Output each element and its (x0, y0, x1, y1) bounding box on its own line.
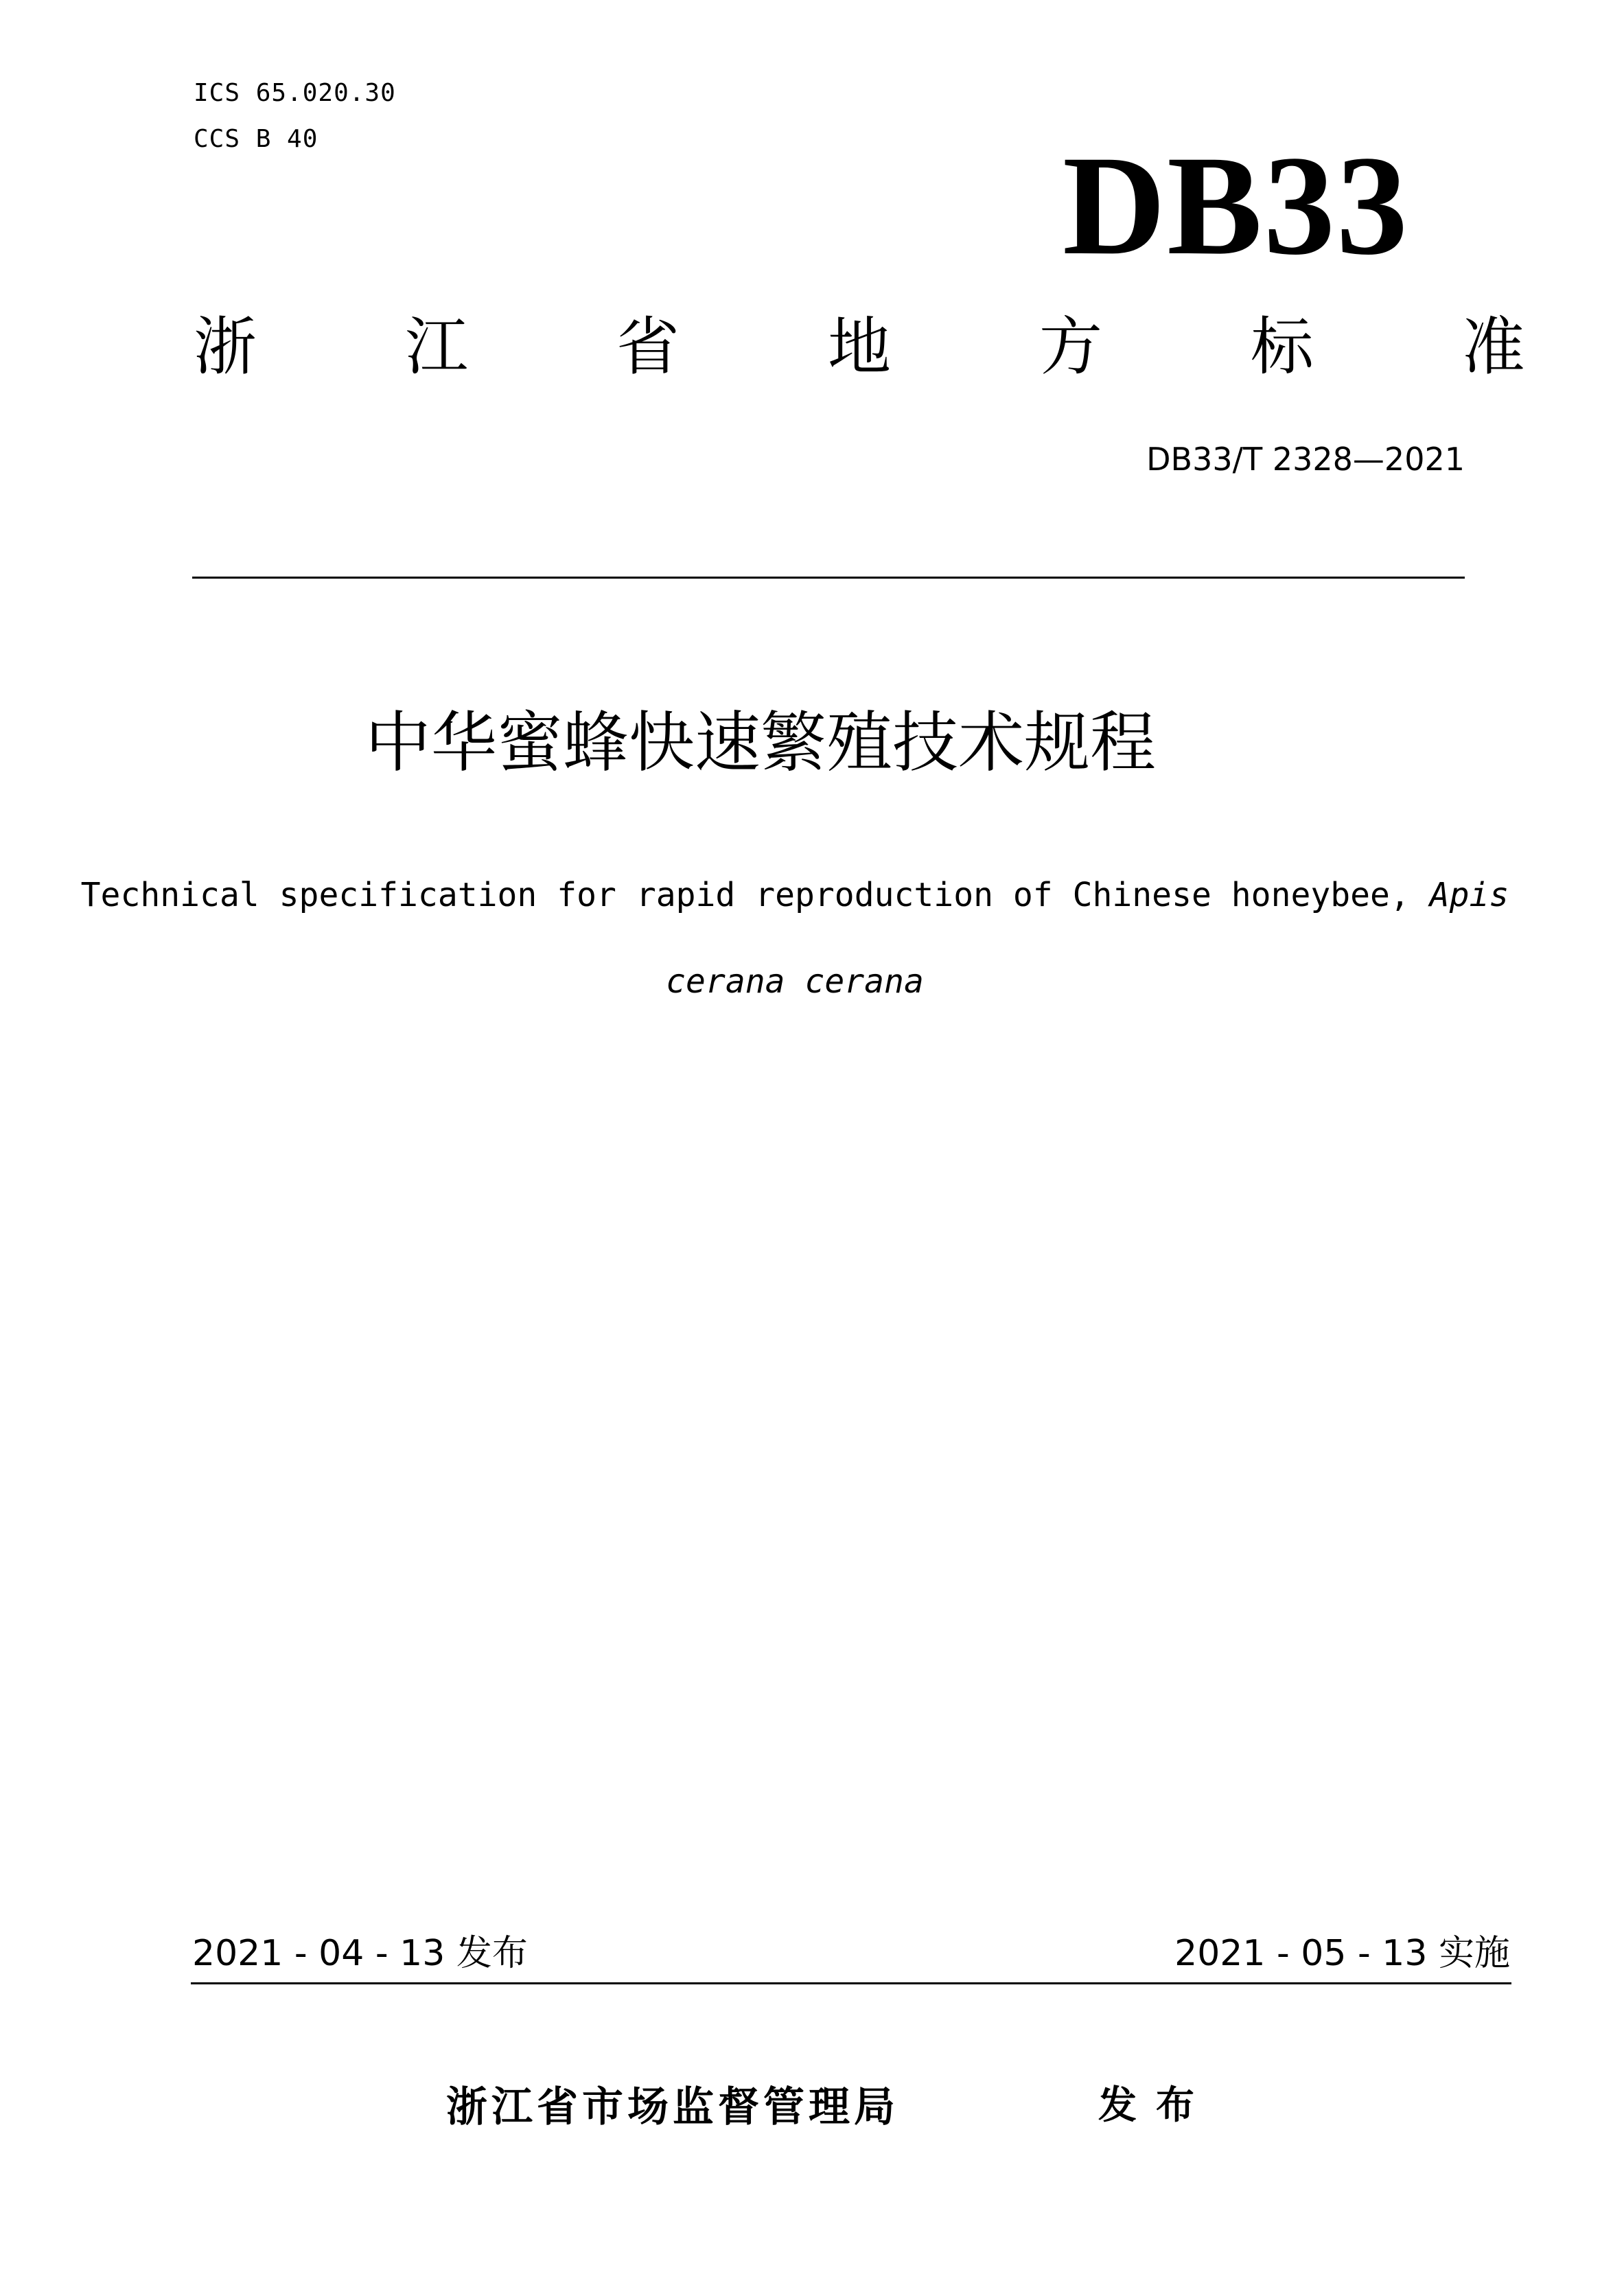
title-en-plain: Technical specification for rapid reproduction of Chinese honeybee, (80, 876, 1430, 914)
implement-date: 2021 - 05 - 13 实施 (1174, 1933, 1510, 1974)
ccs-code: CCS B 40 (194, 125, 318, 153)
document-title-zh: 中华蜜蜂快速繁殖技术规程 (365, 704, 1156, 781)
db-mark: DB33 (1063, 126, 1409, 284)
document-title-en (0, 876, 1624, 914)
standard-type-char: 方 (1039, 310, 1102, 384)
bottom-divider (191, 1982, 1511, 1984)
standard-type-char: 江 (404, 310, 468, 384)
title-en-italic: Apis (1429, 876, 1509, 914)
standard-type-char: 准 (1461, 310, 1525, 384)
ics-code: ICS 65.020.30 (194, 79, 396, 107)
top-divider (192, 577, 1465, 579)
issue-date: 2021 - 04 - 13 发布 (192, 1933, 528, 1974)
standard-type-char: 省 (616, 310, 680, 384)
standard-number: DB33/T 2328—2021 (1146, 441, 1465, 478)
issuing-authority: 浙江省市场监督管理局 (446, 2083, 899, 2131)
standard-type-heading (194, 310, 1525, 384)
standard-type-char: 地 (827, 310, 891, 384)
standard-type-char: 标 (1250, 310, 1314, 384)
standard-type-char: 浙 (194, 310, 257, 384)
issue-action-label: 发布 (1098, 2083, 1214, 2128)
document-title-en-line2: cerana cerana (666, 962, 924, 1001)
